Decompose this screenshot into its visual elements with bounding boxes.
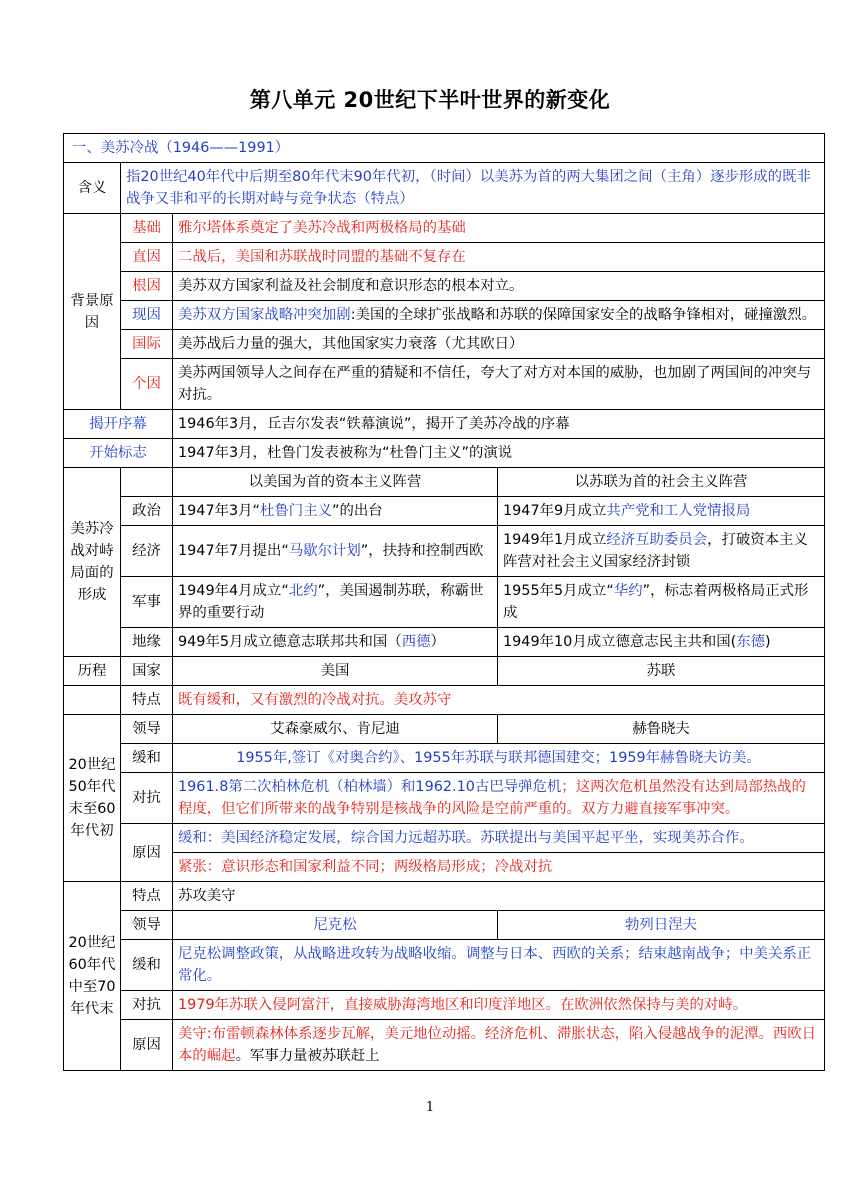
- conf-text-events: 1961.8第二次柏林危机（柏林墙）和1962.10古巴导弹危机: [178, 779, 562, 795]
- conf-text: 1979年苏联入侵阿富汗，直接威胁海湾地区和印度洋地区。在欧洲依然保持与美的对峙。: [173, 991, 825, 1020]
- text-part: 1949年10月成立德意志民主共和国(: [503, 634, 737, 650]
- period2-conf-row: [64, 991, 825, 1020]
- text-part: ): [765, 634, 771, 650]
- background-text: 二战后，美国和苏联战时同盟的基础不复存在: [173, 243, 825, 272]
- start-text: 1947年3月，杜鲁门发表被称为“杜鲁门主义”的演说: [173, 439, 825, 468]
- leaders-label: 领导: [121, 911, 173, 940]
- text-part: ”，美国遏制苏联，称霸世界的重要行动: [178, 583, 484, 621]
- background-label: 背景原因: [64, 214, 121, 410]
- text-part: ）: [430, 634, 445, 650]
- history-feature-row: [64, 686, 825, 715]
- feature-label: 特点: [121, 686, 173, 715]
- formation-us-cell: [173, 577, 498, 628]
- background-row: [64, 243, 825, 272]
- meaning-text: 指20世纪40年代中后期至80年代末90年代初，（时间）以美苏为首的两大集团之间（主角）逐步形成的既非战争又非和平的长期对峙与竞争状态（特点）: [121, 163, 825, 214]
- ease-text: 尼克松调整政策，从战略进攻转为战略收缩。调整与日本、西欧的关系；结束越南战争；中美关系正常化。: [173, 940, 825, 991]
- reason-text-us: 美守:布雷顿森林体系逐步瓦解，美元地位动摇。经济危机、滞胀状态，陷入侵越战争的泥潭。西欧日本的崛起: [178, 1026, 817, 1064]
- country-us: 美国: [173, 657, 498, 686]
- text-part: 1947年7月提出“: [178, 543, 289, 559]
- period1-ease-row: [64, 744, 825, 773]
- reason-text-rest: 。军事力量被苏联赶上: [235, 1048, 380, 1064]
- highlight-term: 华约: [613, 583, 643, 599]
- reason-text: [173, 1020, 825, 1071]
- formation-blank-cell: [121, 468, 173, 497]
- text-part: ”，标志着两极格局正式形成: [503, 583, 809, 621]
- highlight-term: 共产党和工人党情报局: [606, 503, 751, 519]
- feature-text: 既有缓和，又有激烈的冷战对抗。美攻苏守: [173, 686, 825, 715]
- formation-label: 美苏冷战对峙局面的形成: [64, 468, 121, 657]
- background-row: [64, 330, 825, 359]
- background-row: [64, 272, 825, 301]
- background-key: 根因: [121, 272, 173, 301]
- blank-cell: [64, 686, 121, 715]
- text-part: 1949年1月成立: [503, 532, 607, 548]
- formation-su-cell: [498, 628, 825, 657]
- formation-key: 军事: [121, 577, 173, 628]
- text-part: 1947年9月成立: [503, 503, 607, 519]
- meaning-label: 含义: [64, 163, 121, 214]
- highlight-term: 东德: [736, 634, 766, 650]
- country-label: 国家: [121, 657, 173, 686]
- background-text-highlight: 美苏双方国家战略冲突加剧: [178, 307, 351, 323]
- text-part: ”的出台: [331, 503, 383, 519]
- conf-label: 对抗: [121, 991, 173, 1020]
- text-part: 1949年4月成立“: [178, 583, 289, 599]
- page-number: 1: [425, 1100, 435, 1115]
- formation-row: [64, 628, 825, 657]
- background-text: [173, 301, 825, 330]
- background-text: 美苏双方国家利益及社会制度和意识形态的根本对立。: [173, 272, 825, 301]
- highlight-term: 北约: [288, 583, 318, 599]
- background-key: 个因: [121, 359, 173, 410]
- formation-key: 经济: [121, 526, 173, 577]
- formation-key: 地缘: [121, 628, 173, 657]
- us-leader: 尼克松: [173, 911, 498, 940]
- leaders-label: 领导: [121, 715, 173, 744]
- background-text-rest: :美国的全球扩张战略和苏联的保障国家安全的战略争锋相对，碰撞激烈。: [350, 307, 817, 323]
- highlight-term: 杜鲁门主义: [260, 503, 332, 519]
- section-title: 一、美苏冷战（1946——1991）: [64, 134, 825, 163]
- period1-label: 20世纪50年代末至60年代初: [64, 715, 121, 882]
- formation-row: [64, 526, 825, 577]
- formation-key: 政治: [121, 497, 173, 526]
- background-row: [64, 359, 825, 410]
- period1-reason-row: [64, 853, 825, 882]
- background-text: 雅尔塔体系奠定了美苏冷战和两极格局的基础: [173, 214, 825, 243]
- formation-header-row: [64, 468, 825, 497]
- period1-conf-row: [64, 773, 825, 824]
- start-row: [64, 439, 825, 468]
- period2-leaders-row: [64, 911, 825, 940]
- reason-label: 原因: [121, 1020, 173, 1071]
- highlight-term: 西德: [401, 634, 431, 650]
- background-key: 基础: [121, 214, 173, 243]
- reason-label: 原因: [121, 824, 173, 882]
- formation-su-cell: [498, 526, 825, 577]
- history-country-row: [64, 657, 825, 686]
- background-text: 美苏战后力量的强大，其他国家实力衰落（尤其欧日）: [173, 330, 825, 359]
- background-key: 国际: [121, 330, 173, 359]
- conf-text-analysis: ；这两次危机虽然没有达到局部热战的程度，但它们所带来的战争特别是核战争的风险是空前严重的。双方力避直接军事冲突。: [178, 779, 806, 817]
- formation-su-cell: [498, 577, 825, 628]
- feature-label: 特点: [121, 882, 173, 911]
- formation-row: [64, 577, 825, 628]
- formation-row: [64, 497, 825, 526]
- background-text: 美苏两国领导人之间存在严重的猜疑和不信任，夸大了对方对本国的威胁，也加剧了两国间的冲突与对抗。: [173, 359, 825, 410]
- background-row: [64, 214, 825, 243]
- country-su: 苏联: [498, 657, 825, 686]
- period2-feature-row: [64, 882, 825, 911]
- text-part: ，打破资本主义阵营对社会主义国家经济封锁: [503, 532, 808, 570]
- section-header-row: [64, 134, 825, 163]
- formation-us-cell: [173, 497, 498, 526]
- reason-tense: 紧张：意识形态和国家利益不同；两级格局形成；冷战对抗: [173, 853, 825, 882]
- highlight-term: 马歇尔计划: [288, 543, 361, 559]
- text-part: 1955年5月成立“: [503, 583, 614, 599]
- ease-label: 缓和: [121, 744, 173, 773]
- us-leaders: 艾森豪威尔、肯尼迪: [173, 715, 498, 744]
- text-part: 949年5月成立德意志联邦共和国（: [178, 634, 402, 650]
- su-leader: 勃列日涅夫: [498, 911, 825, 940]
- period2-ease-row: [64, 940, 825, 991]
- text-part: ”，扶持和控制西欧: [360, 543, 484, 559]
- reason-ease: 缓和：美国经济稳定发展，综合国力远超苏联。苏联提出与美国平起平坐，实现美苏合作。: [173, 824, 825, 853]
- opening-label: 揭开序幕: [64, 410, 173, 439]
- highlight-term: 经济互助委员会: [606, 532, 708, 548]
- opening-row: [64, 410, 825, 439]
- page-title: 第八单元 20世纪下半叶世界的新变化: [249, 88, 611, 112]
- period1-reason-row: [64, 824, 825, 853]
- history-label: 历程: [64, 657, 121, 686]
- formation-us-cell: [173, 628, 498, 657]
- ease-label: 缓和: [121, 940, 173, 991]
- meaning-row: [64, 163, 825, 214]
- su-leader: 赫鲁晓夫: [498, 715, 825, 744]
- formation-su-cell: [498, 497, 825, 526]
- background-row: [64, 301, 825, 330]
- feature-text: 苏攻美守: [173, 882, 825, 911]
- conf-text: [173, 773, 825, 824]
- history-table: [63, 133, 825, 1071]
- background-key: 现因: [121, 301, 173, 330]
- formation-us-cell: [173, 526, 498, 577]
- conf-label: 对抗: [121, 773, 173, 824]
- background-key: 直因: [121, 243, 173, 272]
- text-part: 1947年3月“: [178, 503, 261, 519]
- period2-reason-row: [64, 1020, 825, 1071]
- opening-text: 1946年3月，丘吉尔发表“铁幕演说”，揭开了美苏冷战的序幕: [173, 410, 825, 439]
- formation-col-su: 以苏联为首的社会主义阵营: [498, 468, 825, 497]
- formation-col-us: 以美国为首的资本主义阵营: [173, 468, 498, 497]
- start-label: 开始标志: [64, 439, 173, 468]
- period2-label: 20世纪60年代中至70年代末: [64, 882, 121, 1071]
- ease-text: 1955年,签订《对奥合约》、1955年苏联与联邦德国建交；1959年赫鲁晓夫访美。: [173, 744, 825, 773]
- period1-leaders-row: [64, 715, 825, 744]
